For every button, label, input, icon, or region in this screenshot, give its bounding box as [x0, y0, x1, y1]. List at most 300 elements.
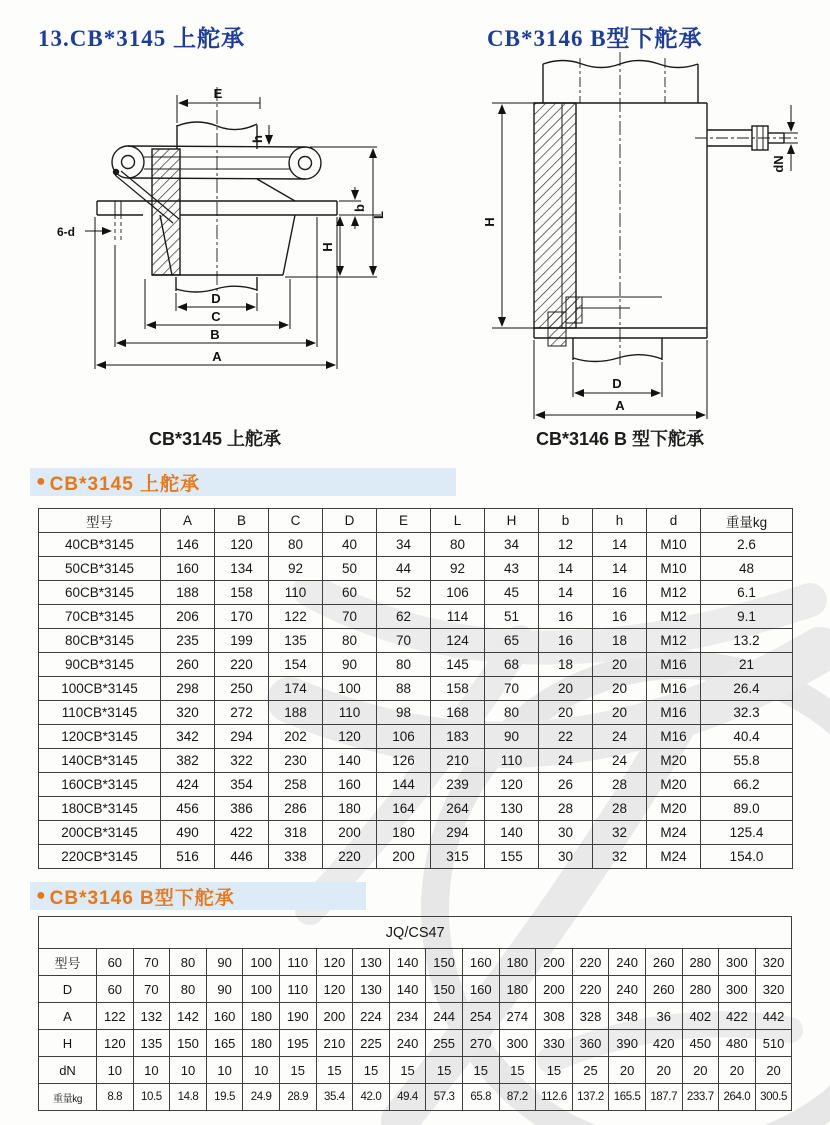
table-row: [39, 533, 793, 557]
row-label-cell: 80CB*3145: [39, 629, 161, 653]
column-header: d: [647, 509, 701, 533]
table-cell: 260: [645, 976, 682, 1003]
table-cell: 300: [719, 949, 756, 976]
dim-label-h: H: [482, 217, 497, 227]
table-cell: 210: [316, 1030, 353, 1057]
table-cell: 280: [682, 976, 719, 1003]
table-cell: 390: [609, 1030, 646, 1057]
column-header: A: [161, 509, 215, 533]
table-cell: 220: [572, 976, 609, 1003]
table-cell: 260: [161, 653, 215, 677]
table-cell: 26.4: [701, 677, 793, 701]
table-cell: 120: [316, 949, 353, 976]
table-cell: 258: [269, 773, 323, 797]
table-cell: 52: [377, 581, 431, 605]
table-cell: 44: [377, 557, 431, 581]
orange-bullet-icon: ●: [36, 473, 46, 490]
table-cell: 20: [593, 701, 647, 725]
table-cell: 180: [377, 821, 431, 845]
table-cell: 45: [485, 581, 539, 605]
table-row: [39, 701, 793, 725]
table-cell: 130: [485, 797, 539, 821]
table-cell: 160: [206, 1003, 243, 1030]
page-title-cb3146: CB*3146 B型下舵承: [487, 26, 703, 51]
table-cell: 342: [161, 725, 215, 749]
table-cell: 180: [499, 976, 536, 1003]
table-cell: 150: [426, 976, 463, 1003]
table-cell: 354: [215, 773, 269, 797]
table-cell: 90: [485, 725, 539, 749]
table-cell: 15: [279, 1057, 316, 1084]
table-cell: 87.2: [499, 1084, 536, 1111]
table-cell: 200: [536, 949, 573, 976]
table-cell: 6.1: [701, 581, 793, 605]
table-cell: 42.0: [353, 1084, 390, 1111]
table-cell: 20: [539, 701, 593, 725]
table-cell: 16: [593, 581, 647, 605]
table-row: [39, 581, 793, 605]
table-cell: 10: [206, 1057, 243, 1084]
table-cell: 137.2: [572, 1084, 609, 1111]
table-cell: 34: [485, 533, 539, 557]
table-cell: 24: [593, 749, 647, 773]
table-cell: 14: [593, 533, 647, 557]
table-row: [39, 1084, 792, 1111]
table-cell: 183: [431, 725, 485, 749]
table-cell: 160: [462, 976, 499, 1003]
row-label-cell: 140CB*3145: [39, 749, 161, 773]
table-cell: 40.4: [701, 725, 793, 749]
table-cell: 30: [539, 821, 593, 845]
table-cell: 51: [485, 605, 539, 629]
table-cell: 150: [426, 949, 463, 976]
table-cell: 274: [499, 1003, 536, 1030]
table-cell: 516: [161, 845, 215, 869]
table-cell: 300.5: [755, 1084, 792, 1111]
table-row: [39, 1003, 792, 1030]
table-cell: 338: [269, 845, 323, 869]
table-cell: M12: [647, 581, 701, 605]
cb3145-technical-drawing: [55, 75, 435, 420]
table-cell: 170: [215, 605, 269, 629]
table-cell: 122: [97, 1003, 134, 1030]
table-cell: 422: [719, 1003, 756, 1030]
column-header: H: [485, 509, 539, 533]
table-cell: 220: [572, 949, 609, 976]
table-cell: 180: [243, 1030, 280, 1057]
table-cell: 28: [593, 797, 647, 821]
table-cell: 43: [485, 557, 539, 581]
table-cell: 322: [215, 749, 269, 773]
table-cell: 122: [269, 605, 323, 629]
row-label-cell: 60CB*3145: [39, 581, 161, 605]
table-cell: 130: [353, 949, 390, 976]
row-label-cell: 220CB*3145: [39, 845, 161, 869]
table-cell: 125.4: [701, 821, 793, 845]
table-cell: M24: [647, 845, 701, 869]
table-cell: 510: [755, 1030, 792, 1057]
table-cell: 200: [316, 1003, 353, 1030]
table-cell: 106: [377, 725, 431, 749]
table-cell: 88: [377, 677, 431, 701]
table-group-header: JQ/CS47: [39, 917, 792, 949]
cb3145-spec-table: [38, 508, 793, 869]
table-cell: 112.6: [536, 1084, 573, 1111]
table-cell: 126: [377, 749, 431, 773]
table-cell: 70: [485, 677, 539, 701]
table-cell: 250: [215, 677, 269, 701]
row-label-cell: H: [39, 1030, 97, 1057]
table-cell: 20: [755, 1057, 792, 1084]
table-cell: 318: [269, 821, 323, 845]
table-cell: 320: [755, 976, 792, 1003]
table-cell: 80: [431, 533, 485, 557]
table-cell: 255: [426, 1030, 463, 1057]
row-label-cell: 160CB*3145: [39, 773, 161, 797]
table-cell: 188: [161, 581, 215, 605]
column-header: 重量kg: [701, 509, 793, 533]
table-cell: 65.8: [462, 1084, 499, 1111]
table-cell: 450: [682, 1030, 719, 1057]
table-cell: 202: [269, 725, 323, 749]
table-cell: 420: [645, 1030, 682, 1057]
dim-label-a: A: [212, 349, 222, 364]
row-label-cell: dN: [39, 1057, 97, 1084]
table-cell: 298: [161, 677, 215, 701]
table-cell: 200: [536, 976, 573, 1003]
column-header: B: [215, 509, 269, 533]
table-cell: 146: [161, 533, 215, 557]
header-row: [39, 509, 793, 533]
dim-label-l: L: [371, 211, 386, 219]
drawing-caption-cb3145: CB*3145 上舵承: [148, 429, 282, 449]
table-cell: 206: [161, 605, 215, 629]
table-cell: 35.4: [316, 1084, 353, 1111]
table-cell: 490: [161, 821, 215, 845]
table-cell: 68: [485, 653, 539, 677]
table-cell: 110: [323, 701, 377, 725]
row-label-cell: D: [39, 976, 97, 1003]
table-cell: 286: [269, 797, 323, 821]
table-cell: 20: [645, 1057, 682, 1084]
table-cell: 8.8: [97, 1084, 134, 1111]
table-cell: 50: [323, 557, 377, 581]
table-cell: 315: [431, 845, 485, 869]
table-cell: 14: [539, 581, 593, 605]
table-cell: 2.6: [701, 533, 793, 557]
row-label-cell: 110CB*3145: [39, 701, 161, 725]
table-cell: 20: [539, 677, 593, 701]
table-cell: 225: [353, 1030, 390, 1057]
column-header: h: [593, 509, 647, 533]
column-header: C: [269, 509, 323, 533]
table-cell: 158: [431, 677, 485, 701]
table-cell: 135: [269, 629, 323, 653]
table-cell: M20: [647, 749, 701, 773]
row-label-cell: 200CB*3145: [39, 821, 161, 845]
table-cell: 164: [377, 797, 431, 821]
table-row: [39, 821, 793, 845]
table-cell: 442: [755, 1003, 792, 1030]
table-cell: 244: [426, 1003, 463, 1030]
row-label-cell: 100CB*3145: [39, 677, 161, 701]
table-cell: 132: [133, 1003, 170, 1030]
table-cell: 36: [645, 1003, 682, 1030]
dim-label-h: H: [320, 242, 335, 252]
table-cell: 308: [536, 1003, 573, 1030]
table-cell: 233.7: [682, 1084, 719, 1111]
table-cell: M16: [647, 653, 701, 677]
table-cell: 135: [133, 1030, 170, 1057]
table-cell: 114: [431, 605, 485, 629]
table-cell: 300: [719, 976, 756, 1003]
table-cell: 18: [539, 653, 593, 677]
table-cell: 234: [389, 1003, 426, 1030]
cb3146-spec-table: [38, 916, 792, 1111]
table-row: [39, 1030, 792, 1057]
table-cell: 9.1: [701, 605, 793, 629]
table-cell: 10: [170, 1057, 207, 1084]
table-cell: 165.5: [609, 1084, 646, 1111]
table-cell: 110: [269, 581, 323, 605]
table-cell: 220: [323, 845, 377, 869]
table-row: [39, 605, 793, 629]
table-cell: 272: [215, 701, 269, 725]
table-cell: 21: [701, 653, 793, 677]
table-cell: 90: [323, 653, 377, 677]
table-cell: 24.9: [243, 1084, 280, 1111]
table-cell: 65: [485, 629, 539, 653]
table-cell: 124: [431, 629, 485, 653]
column-header: 型号: [39, 509, 161, 533]
table-cell: 300: [499, 1030, 536, 1057]
table-cell: 34: [377, 533, 431, 557]
table-cell: 155: [485, 845, 539, 869]
table-cell: 158: [215, 581, 269, 605]
table-cell: 165: [206, 1030, 243, 1057]
table-cell: 160: [161, 557, 215, 581]
table-cell: 320: [755, 949, 792, 976]
table-row: [39, 557, 793, 581]
table-cell: 386: [215, 797, 269, 821]
table-cell: 120: [316, 976, 353, 1003]
row-label-cell: 50CB*3145: [39, 557, 161, 581]
table-cell: 98: [377, 701, 431, 725]
row-label-cell: 70CB*3145: [39, 605, 161, 629]
table-cell: 10: [133, 1057, 170, 1084]
table-row: [39, 629, 793, 653]
table-cell: 14.8: [170, 1084, 207, 1111]
table-cell: 28.9: [279, 1084, 316, 1111]
table-cell: 15: [389, 1057, 426, 1084]
table-cell: 70: [133, 976, 170, 1003]
table-cell: 168: [431, 701, 485, 725]
table-cell: 66.2: [701, 773, 793, 797]
table-cell: 57.3: [426, 1084, 463, 1111]
table-cell: 130: [353, 976, 390, 1003]
column-header: b: [539, 509, 593, 533]
table-cell: 12: [539, 533, 593, 557]
table-cell: 382: [161, 749, 215, 773]
table-cell: 25: [572, 1057, 609, 1084]
table-cell: 446: [215, 845, 269, 869]
table-cell: 80: [170, 949, 207, 976]
table-row: [39, 653, 793, 677]
table-cell: 60: [97, 949, 134, 976]
table-cell: 10: [97, 1057, 134, 1084]
table-cell: 174: [269, 677, 323, 701]
row-label-cell: 180CB*3145: [39, 797, 161, 821]
table-cell: 360: [572, 1030, 609, 1057]
table-cell: 55.8: [701, 749, 793, 773]
table-cell: 16: [593, 605, 647, 629]
table-cell: 20: [593, 677, 647, 701]
table-cell: 10.5: [133, 1084, 170, 1111]
table-cell: 260: [645, 949, 682, 976]
table-cell: 254: [462, 1003, 499, 1030]
table-cell: 80: [485, 701, 539, 725]
table-cell: 70: [133, 949, 170, 976]
table-cell: 154: [269, 653, 323, 677]
table-cell: M24: [647, 821, 701, 845]
dim-label-d: D: [211, 291, 221, 306]
table-cell: 16: [539, 629, 593, 653]
table-cell: M10: [647, 533, 701, 557]
table-cell: 20: [682, 1057, 719, 1084]
table-cell: 100: [243, 949, 280, 976]
table-cell: 15: [462, 1057, 499, 1084]
table-cell: 188: [269, 701, 323, 725]
table-cell: 230: [269, 749, 323, 773]
table-cell: 20: [609, 1057, 646, 1084]
table-cell: 150: [170, 1030, 207, 1057]
table-cell: 134: [215, 557, 269, 581]
section2-heading: [30, 882, 366, 910]
table-cell: 140: [389, 976, 426, 1003]
table-cell: 80: [323, 629, 377, 653]
table-cell: 32.3: [701, 701, 793, 725]
table-cell: 30: [539, 845, 593, 869]
table-cell: 160: [462, 949, 499, 976]
table-cell: 60: [97, 976, 134, 1003]
table-row: [39, 949, 792, 976]
table-cell: 224: [353, 1003, 390, 1030]
table-cell: 60: [323, 581, 377, 605]
table-cell: 180: [499, 949, 536, 976]
dim-label-e: E: [213, 86, 223, 101]
table-cell: 32: [593, 821, 647, 845]
table-cell: M16: [647, 677, 701, 701]
table-cell: 14: [593, 557, 647, 581]
table-cell: 24: [539, 749, 593, 773]
dim-label-bb: B: [210, 327, 220, 342]
dim-label-d: D: [612, 376, 622, 391]
table-cell: 120: [323, 725, 377, 749]
table-row: [39, 976, 792, 1003]
section1-title: CB*3145 上舵承: [49, 473, 201, 495]
table-cell: 15: [499, 1057, 536, 1084]
table-cell: M16: [647, 701, 701, 725]
table-cell: 235: [161, 629, 215, 653]
dim-label-b: b: [352, 204, 367, 212]
table-cell: 92: [269, 557, 323, 581]
table-cell: 240: [609, 949, 646, 976]
table-cell: 110: [279, 976, 316, 1003]
table-cell: 40: [323, 533, 377, 557]
table-cell: 15: [426, 1057, 463, 1084]
table-cell: M16: [647, 725, 701, 749]
table-cell: 180: [243, 1003, 280, 1030]
table-cell: M20: [647, 797, 701, 821]
table-cell: 92: [431, 557, 485, 581]
table-cell: 32: [593, 845, 647, 869]
table-cell: 89.0: [701, 797, 793, 821]
drawing-caption-cb3146: CB*3146 B 型下舵承: [535, 429, 705, 449]
dim-label-6d: 6-d: [57, 225, 75, 239]
table-cell: 80: [269, 533, 323, 557]
table-cell: 48: [701, 557, 793, 581]
table-cell: 154.0: [701, 845, 793, 869]
table-cell: 15: [353, 1057, 390, 1084]
row-label-cell: 40CB*3145: [39, 533, 161, 557]
table-cell: 110: [279, 949, 316, 976]
table-cell: 19.5: [206, 1084, 243, 1111]
table-cell: 15: [316, 1057, 353, 1084]
row-label-cell: 90CB*3145: [39, 653, 161, 677]
table-row: [39, 797, 793, 821]
table-cell: 100: [243, 976, 280, 1003]
table-cell: 106: [431, 581, 485, 605]
table-cell: 187.7: [645, 1084, 682, 1111]
table-cell: 160: [323, 773, 377, 797]
table-row: [39, 725, 793, 749]
table-cell: M10: [647, 557, 701, 581]
table-cell: 100: [323, 677, 377, 701]
table-cell: 240: [609, 976, 646, 1003]
table-cell: 330: [536, 1030, 573, 1057]
table-cell: 144: [377, 773, 431, 797]
table-cell: 480: [719, 1030, 756, 1057]
table-cell: 264: [431, 797, 485, 821]
table-cell: 294: [215, 725, 269, 749]
table-cell: 240: [389, 1030, 426, 1057]
row-label-cell: 120CB*3145: [39, 725, 161, 749]
table-cell: 26: [539, 773, 593, 797]
table-cell: 120: [215, 533, 269, 557]
row-label-cell: 型号: [39, 949, 97, 976]
table-cell: 14: [539, 557, 593, 581]
table-cell: 140: [323, 749, 377, 773]
table-cell: 422: [215, 821, 269, 845]
table-cell: 294: [431, 821, 485, 845]
table-row: [39, 845, 793, 869]
table-cell: 16: [539, 605, 593, 629]
table-cell: 220: [215, 653, 269, 677]
table-cell: 456: [161, 797, 215, 821]
table-row: [39, 1057, 792, 1084]
table-cell: 62: [377, 605, 431, 629]
table-cell: 195: [279, 1030, 316, 1057]
table-cell: 70: [377, 629, 431, 653]
dim-label-h-small: h: [250, 135, 265, 143]
table-cell: 49.4: [389, 1084, 426, 1111]
table-cell: 22: [539, 725, 593, 749]
table-cell: M20: [647, 773, 701, 797]
section1-heading: [30, 468, 456, 496]
table-cell: 190: [279, 1003, 316, 1030]
table-cell: 200: [323, 821, 377, 845]
table-cell: 210: [431, 749, 485, 773]
